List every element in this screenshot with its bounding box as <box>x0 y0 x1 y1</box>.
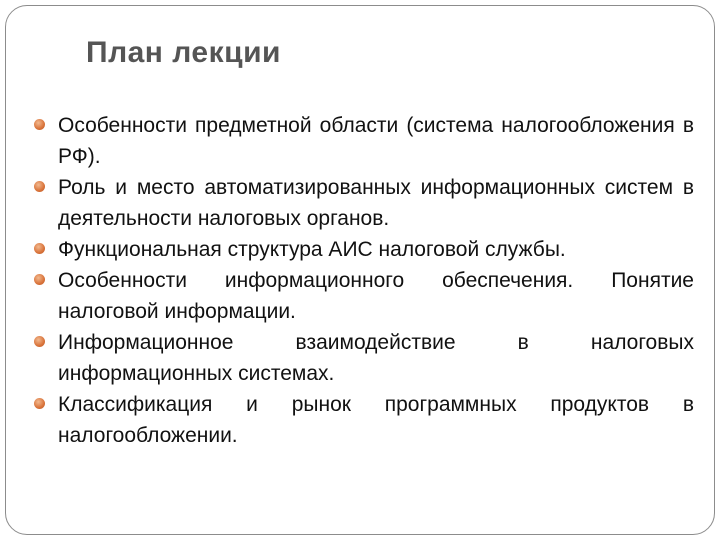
bullet-icon <box>34 243 45 254</box>
bullet-icon <box>34 398 45 409</box>
list-item-text: Особенности информационного обеспечения. Понятие налоговой информации. <box>58 269 694 323</box>
slide-frame <box>5 5 715 535</box>
bullet-icon <box>34 181 45 192</box>
list-item-text: Информационное взаимодействие в налоговых информационных системах. <box>58 331 694 385</box>
bullet-icon <box>34 336 45 347</box>
list-item-text: Роль и место автоматизированных информационных систем в деятельности налоговых органов. <box>58 176 694 230</box>
bullet-icon <box>34 119 45 130</box>
list-item <box>32 234 694 265</box>
list-item <box>32 110 694 172</box>
list-item <box>32 265 694 327</box>
list-item-text: Особенности предметной области (система налогообложения в РФ). <box>58 114 694 168</box>
list-item <box>32 389 694 451</box>
list-item <box>32 327 694 389</box>
slide-title: План лекции <box>86 36 281 69</box>
list-item <box>32 172 694 234</box>
list-item-text: Функциональная структура АИС налоговой службы. <box>58 238 566 261</box>
lecture-plan-list <box>32 110 694 451</box>
bullet-icon <box>34 274 45 285</box>
list-item-text: Классификация и рынок программных продуктов в налогообложении. <box>58 393 694 447</box>
